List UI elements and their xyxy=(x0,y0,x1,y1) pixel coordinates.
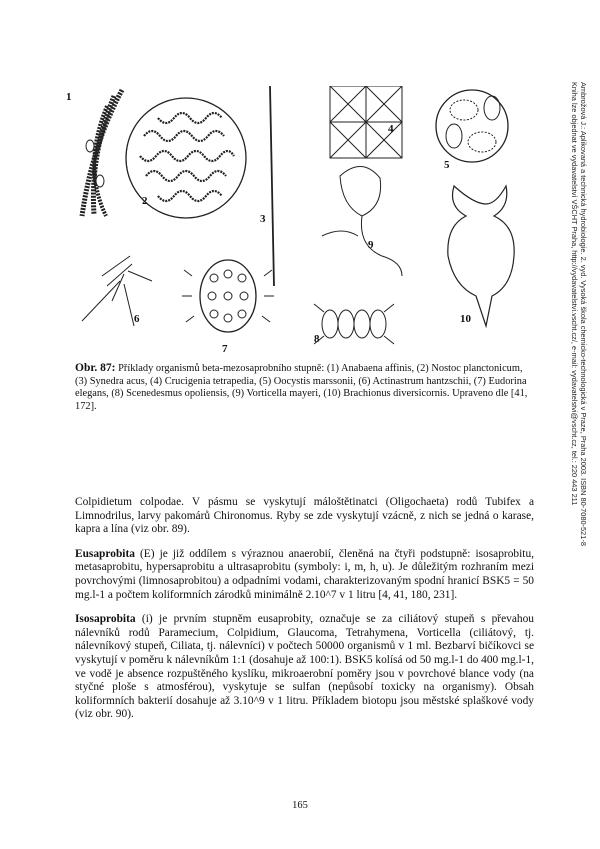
figure-label-1: 1 xyxy=(66,91,72,103)
oocystis-drawing xyxy=(436,90,508,162)
scenedesmus-drawing xyxy=(314,304,394,344)
figure-label-4: 4 xyxy=(388,123,394,135)
caption-text: Příklady organismů beta-mezosaprobního stupně: (1) Anabaena affinis, (2) Nostoc planctonicum, (3) Synedra acus, (4) Crucigenia tetrapedia, (5) Oocystis marssonii, (6) Actinastrum hantzschii, (7) Eudorina elegans, (8) Scenedesmus opoliensis, (9) Vorticella mayeri, (10) Brachionus diversicornis. xyxy=(75,363,527,399)
figure-label-3: 3 xyxy=(260,213,266,225)
term-isosaprobita: Isosaprobita xyxy=(75,613,136,626)
eudorina-drawing xyxy=(182,260,274,332)
body-text xyxy=(75,496,534,733)
crucigenia-drawing xyxy=(330,86,402,158)
paragraph-eusaprobita xyxy=(75,548,534,602)
brachionus-drawing xyxy=(448,186,514,326)
figure-label-2: 2 xyxy=(142,195,148,207)
anabaena-drawing xyxy=(82,90,122,216)
actinastrum-drawing xyxy=(82,256,152,326)
caption-label: Obr. 87: xyxy=(75,362,116,374)
synedra-drawing xyxy=(270,86,274,286)
eusaprobita-text: (E) je již oddílem s výraznou anaerobií, členěná na čtyři podstupně: isosaprobitu, metasaprobitu, hypersaprobitu a ultrasaprobitu (symboly: i, m, h, u). Je důležitým rozhraním mezi povrchovými (limnosaprobitou) a odpadními vodami, charakterizovaným spodní hranicí BSK5 = 50 mg.l-1 a počtem koliformních zárodků minimálně 2.10^7 v 1 litru [4, 41, 180, 231]. xyxy=(75,547,534,601)
paragraph-isosaprobita xyxy=(75,613,534,722)
figure-label-10: 10 xyxy=(460,313,471,325)
paragraph-1: Colpidietum colpodae. V pásmu se vyskytují máloštětinatci (Oligochaeta) rodů Tubifex a Limnodrilus, larvy pakomárů Chironomus. Ryby se zde vyskytují vzácně, z nich se jedná o karase, kapra a lína (viz obr. 89). xyxy=(75,496,534,536)
vorticella-drawing xyxy=(322,166,402,276)
figure-label-6: 6 xyxy=(134,313,140,325)
figure-caption xyxy=(75,362,531,413)
organism-drawings xyxy=(62,86,524,356)
figure-label-5: 5 xyxy=(444,159,450,171)
citation-line-2: Kniha lze objednat ve vydavatelství VŠCHT Praha, http://vydavatelstvi.vscht.cz/, e-mail: vydavatelstvi@vscht.cz, tel.: 220 443 211 xyxy=(569,82,579,506)
caption-source: Upraveno dle [41, 172]. xyxy=(75,388,528,412)
figure-label-9: 9 xyxy=(368,239,374,251)
organism-figure xyxy=(62,86,524,356)
figure-label-8: 8 xyxy=(314,333,320,345)
figure-label-7: 7 xyxy=(222,343,228,355)
term-eusaprobita: Eusaprobita xyxy=(75,547,135,560)
margin-citation xyxy=(570,82,588,546)
page-number: 165 xyxy=(292,800,308,811)
isosaprobita-text: (i) je prvním stupněm eusaprobity, označuje se za ciliátový stupeň s převahou nálevníků rodů Paramecium, Colpidium, Glaucoma, Tetrahymena, Vorticella (ciliátový, tj. nálevníkový stupeň, Ciliata, tj. nálevníci) v počtech 50000 organismů v 1 ml. Bezbarví bičíkovci se vyskytují v poměru k nálevníkům 1:1 (dosahuje až 100:1). BSK5 kolísá od 50 mg.l-1 do 400 mg.l-1, ve vodě je absence rozpuštěného kyslíku, mikroaerobní poměry jsou v povrchové blance vody (na styčné ploše s atmosférou), vyskytuje se sulfan (nepůsobí toxicky na organismy). Obsah koliformních bakterií dosahuje až 3.10^9 v 1 litru. Příkladem biotopu jsou městské splaškové vody (viz obr. 90). xyxy=(75,613,534,721)
citation-line-1: Ambrožová J.: Aplikovaná a technická hydrobiologie. 2. vyd. Vysoká škola chemicko-technologická v Praze, Praha 2003. ISBN 80-7080-521-8 xyxy=(579,82,588,546)
